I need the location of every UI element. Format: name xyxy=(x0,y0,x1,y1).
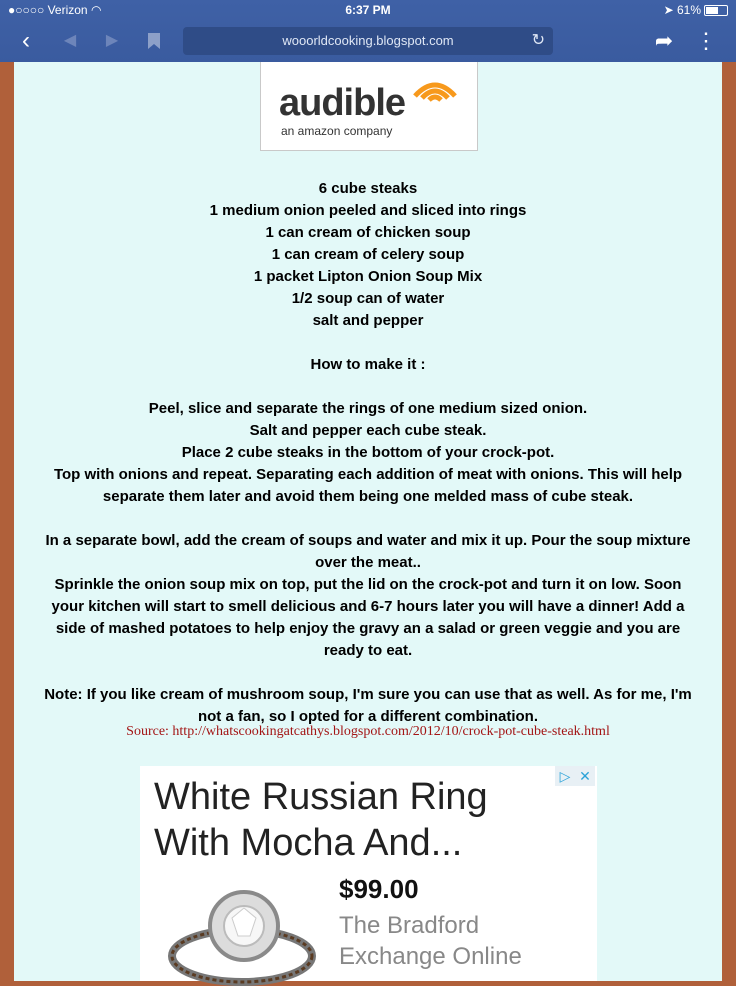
ingredient: 1/2 soup can of water xyxy=(291,290,445,307)
ingredient: 1 packet Lipton Onion Soup Mix xyxy=(253,268,483,285)
close-icon[interactable]: ✕ xyxy=(575,766,595,786)
ingredient: salt and pepper xyxy=(312,312,424,329)
clock: 6:37 PM xyxy=(345,3,391,17)
more-icon[interactable]: ⋮ xyxy=(695,28,717,53)
step: In a separate bowl, add the cream of soups and water and mix it up. Pour the soup mixture over the meat.. xyxy=(45,532,691,571)
bookmark-icon[interactable] xyxy=(140,22,168,60)
source-link[interactable]: Source: http://whatscookingatcathys.blogspot.com/2012/10/crock-pot-cube-steak.html xyxy=(126,724,610,739)
step: Peel, slice and separate the rings of one medium sized onion. xyxy=(148,400,588,417)
ad-price[interactable]: $99.00 xyxy=(339,874,419,904)
carrier: ●○○○○ Verizon ◠ xyxy=(8,3,102,17)
step: Sprinkle the onion soup mix on top, put the lid on the crock-pot and turn it on low. Soon your kitchen will start to smell delicious and 6-7 hours later you will have a dinner! Add a side of mashed potatoes to help enjoy the gravy an a salad or green veggie and you are ready to eat. xyxy=(51,576,685,659)
nav-row xyxy=(0,22,736,60)
page-content xyxy=(14,62,722,981)
back-chevron-icon[interactable]: ‹ xyxy=(22,27,30,54)
logo-sub: an amazon company xyxy=(281,124,393,138)
wifi-icon: ◠ xyxy=(90,3,102,17)
status-bar xyxy=(0,0,736,20)
battery-percent: 61% xyxy=(676,3,701,17)
ingredient: 1 can cream of chicken soup xyxy=(265,224,471,241)
step: Top with onions and repeat. Separating each addition of meat with onions. This will help separate them later and avoid them being one melded mass of cube steak. xyxy=(53,466,683,505)
note: Note: If you like cream of mushroom soup, I'm sure you can use that as well. As for me, I'm not a fan, so I opted for a different combination. xyxy=(44,686,692,725)
battery-icon xyxy=(704,5,728,16)
browser-toolbar xyxy=(0,0,736,62)
url-bar[interactable] xyxy=(183,27,553,55)
location-icon: ➤ xyxy=(663,3,674,17)
share-icon[interactable]: ➦ xyxy=(654,28,674,53)
logo-word: audible xyxy=(279,82,406,124)
how-heading: How to make it : xyxy=(310,356,426,373)
recipe-text xyxy=(14,178,722,728)
step: Place 2 cube steaks in the bottom of your crock-pot. xyxy=(181,444,555,461)
ingredient: 1 can cream of celery soup xyxy=(271,246,465,263)
url-text: wooorldcooking.blogspot.com xyxy=(282,33,454,48)
reload-icon[interactable]: ↻ xyxy=(531,32,545,49)
advertisement[interactable] xyxy=(140,766,597,981)
audible-logo[interactable] xyxy=(260,62,478,151)
ring-image[interactable] xyxy=(162,886,322,986)
status-right xyxy=(664,3,728,17)
audible-waves-icon xyxy=(409,66,461,106)
ad-title[interactable]: White Russian Ring With Mocha And... xyxy=(154,776,488,864)
ad-brand: The Bradford Exchange Online xyxy=(339,912,522,970)
ingredient: 6 cube steaks xyxy=(318,180,418,197)
ingredient: 1 medium onion peeled and sliced into rings xyxy=(209,202,527,219)
adchoices-icon[interactable]: ▷ xyxy=(555,766,575,786)
step: Salt and pepper each cube steak. xyxy=(249,422,487,439)
back-arrow-icon[interactable]: ◀ xyxy=(63,32,77,49)
forward-arrow-icon[interactable]: ▶ xyxy=(105,32,119,49)
